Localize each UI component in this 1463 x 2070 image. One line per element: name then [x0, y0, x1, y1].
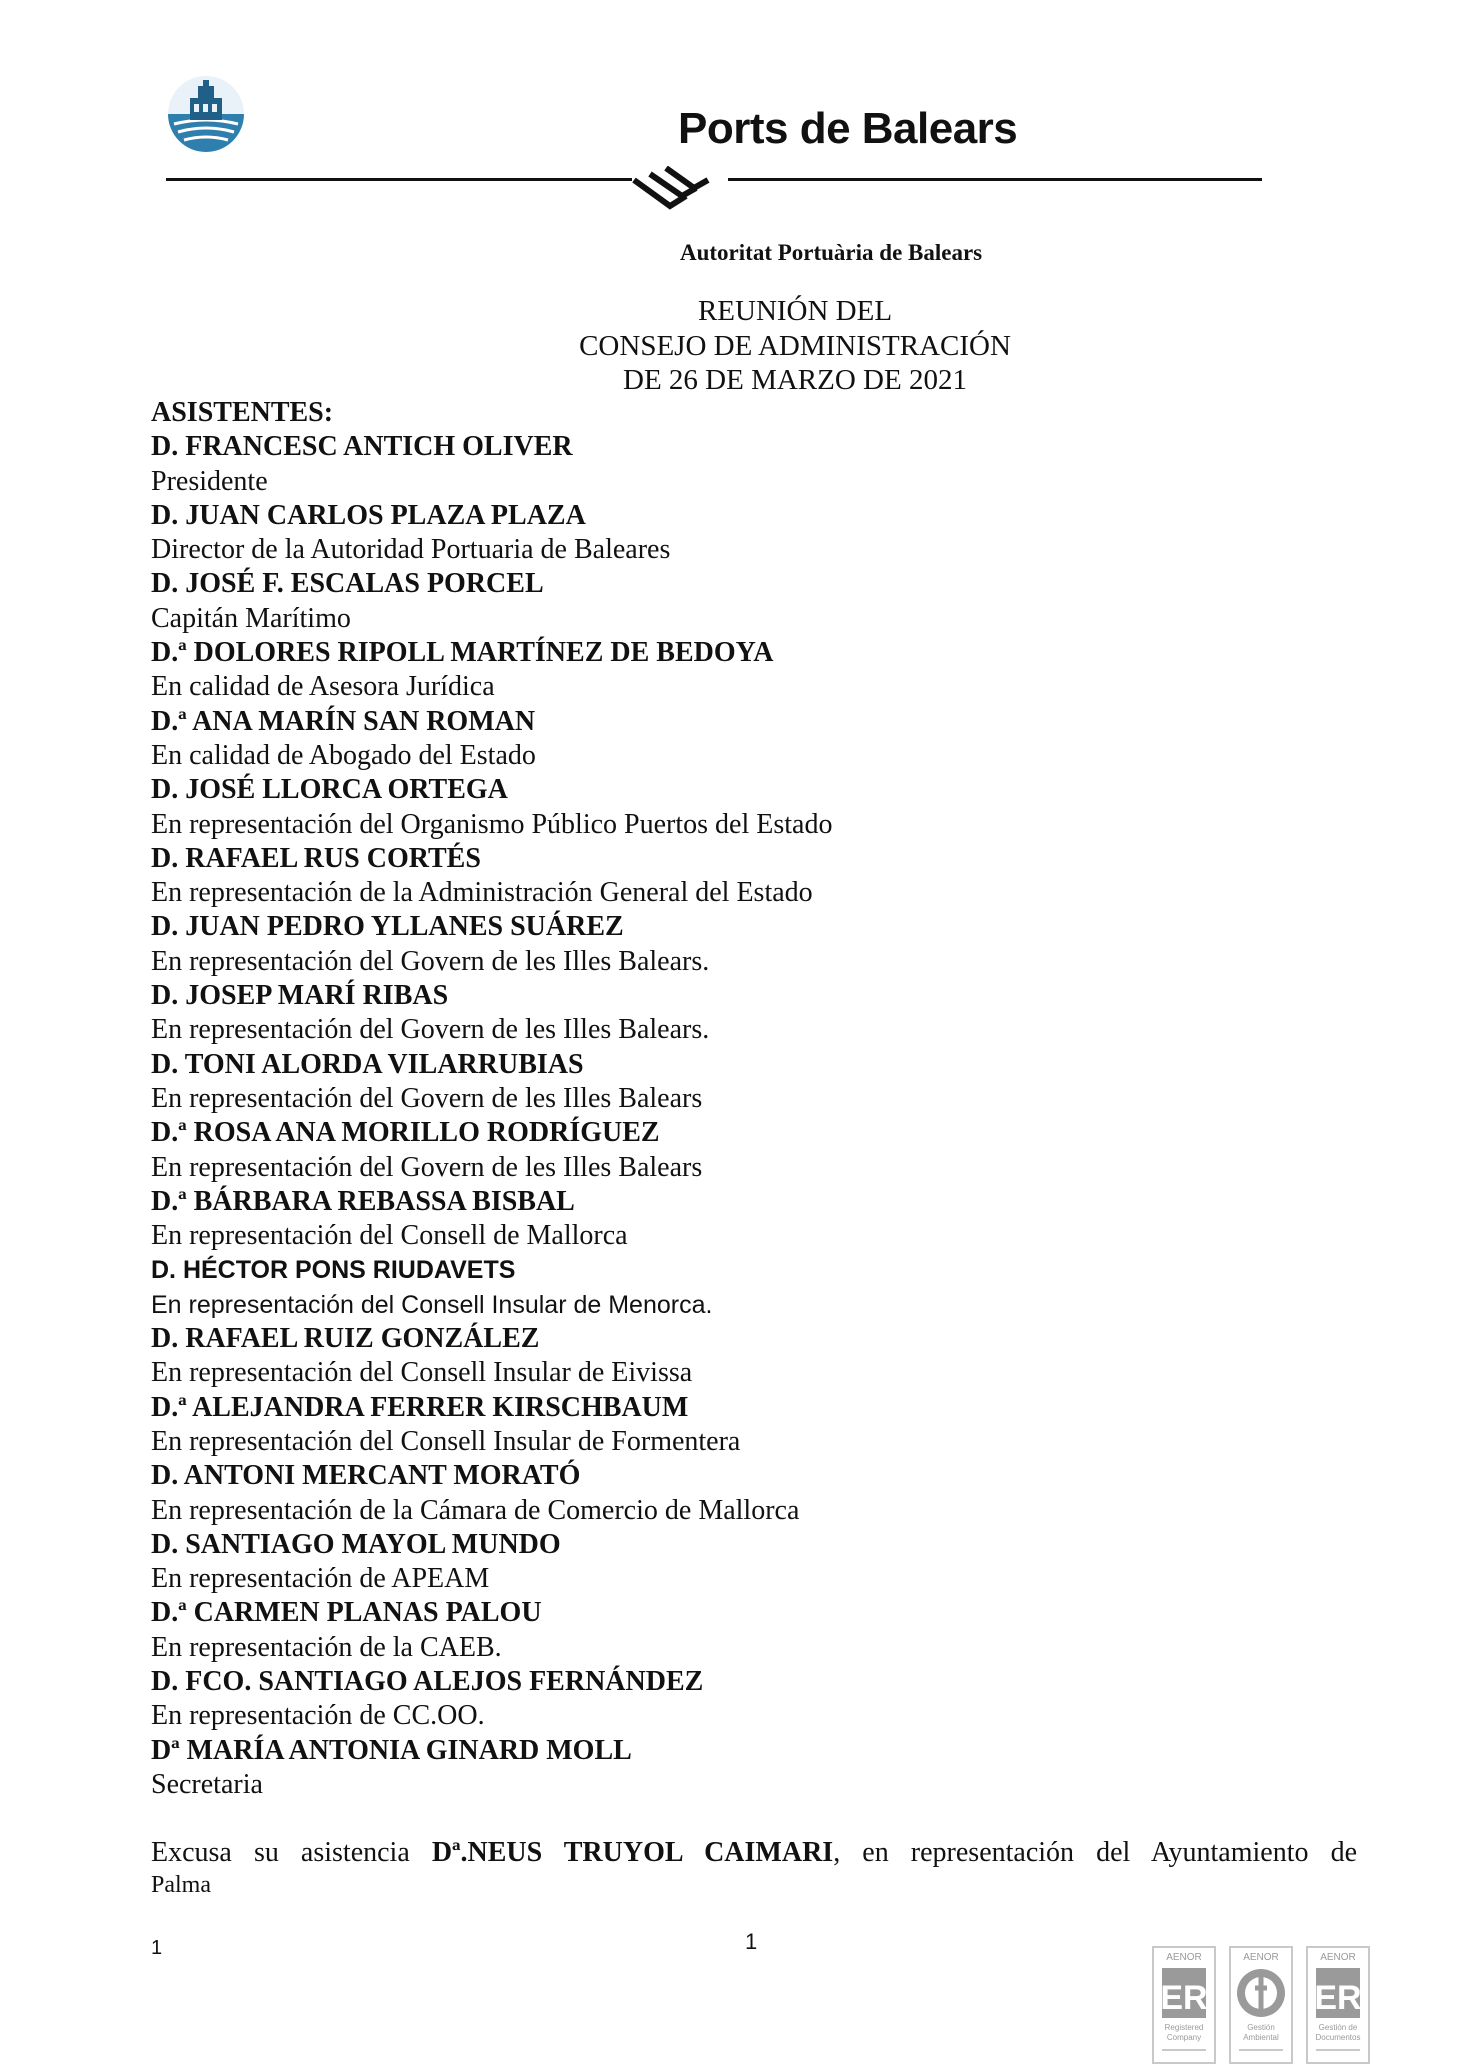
page-number: 1: [745, 1929, 758, 1954]
attendee-role: En representación del Govern de les Illes Balears.: [151, 945, 710, 977]
attendee-name: D. RAFAEL RUIZ GONZÁLEZ: [151, 1323, 540, 1355]
attendee-name: D. JUAN CARLOS PLAZA PLAZA: [151, 499, 586, 531]
er-icon: ER: [1314, 1979, 1362, 2017]
meeting-title: [450, 294, 1140, 398]
attendee-name: D. ANTONI MERCANT MORATÓ: [151, 1460, 581, 1492]
attendee-name: D.ª DOLORES RIPOLL MARTÍNEZ DE BEDOYA: [151, 637, 774, 669]
cert-caption: Ambiental: [1243, 2033, 1279, 2042]
excuse-name: Dª.NEUS TRUYOL CAIMARI: [431, 1837, 834, 1868]
attendee-name: D. JOSÉ F. ESCALAS PORCEL: [151, 568, 544, 600]
header-rule-right: [728, 178, 1262, 181]
attendee-role: En representación de APEAM: [151, 1563, 490, 1595]
attendee-name: D. FRANCESC ANTICH OLIVER: [151, 431, 573, 463]
attendees-label: ASISTENTES:: [151, 397, 334, 428]
attendee-name: D. HÉCTOR PONS RIUDAVETS: [151, 1256, 516, 1285]
attendee-role: En representación de la Cámara de Comercio de Mallorca: [151, 1494, 800, 1526]
attendee-role: En representación de la Administración General del Estado: [151, 877, 813, 909]
attendee-name: D. TONI ALORDA VILARRUBIAS: [151, 1048, 584, 1080]
attendee-name: D.ª ROSA ANA MORILLO RODRÍGUEZ: [151, 1117, 660, 1149]
attendee-role: Capitán Marítimo: [151, 602, 351, 634]
attendees-list: [151, 396, 1361, 1802]
authority-name: Autoritat Portuària de Balears: [680, 240, 983, 265]
attendee-role: En representación del Organismo Público Puertos del Estado: [151, 808, 833, 840]
cert-caption: Registered: [1164, 2023, 1204, 2032]
attendee-role: En representación del Consell de Mallorca: [151, 1220, 628, 1252]
ports-logo: [166, 74, 246, 154]
cert-brand: AENOR: [1166, 1952, 1202, 1963]
header-rule-left: [166, 178, 632, 181]
attendee-name: D.ª CARMEN PLANAS PALOU: [151, 1597, 542, 1629]
brand-title: Ports de Balears: [678, 104, 1018, 153]
attendee-role: En representación del Govern de les Illes Balears: [151, 1082, 703, 1114]
meeting-title-line: REUNIÓN DEL: [697, 295, 893, 327]
cert-caption: Gestión de: [1318, 2023, 1358, 2032]
attendee-name: D. JUAN PEDRO YLLANES SUÁREZ: [151, 911, 624, 943]
aenor-document-management-badge: [1306, 1946, 1370, 2064]
page-number: 1: [151, 1937, 163, 1959]
attendee-role: En representación del Consell Insular de Menorca.: [151, 1290, 713, 1319]
attendee-role: En representación del Consell Insular de Eivissa: [151, 1357, 693, 1389]
er-icon: ER: [1160, 1979, 1208, 2017]
waves-emblem-icon: [630, 166, 736, 216]
attendee-role: En calidad de Abogado del Estado: [151, 739, 536, 771]
excuse-suffix: , en representación del Ayuntamiento de: [833, 1837, 1357, 1868]
attendee-role: Secretaria: [151, 1768, 263, 1800]
attendee-name: D. JOSÉ LLORCA ORTEGA: [151, 774, 508, 806]
excuse-paragraph: [151, 1836, 1357, 1870]
meeting-title-line: DE 26 DE MARZO DE 2021: [623, 364, 967, 396]
attendee-name: D. SANTIAGO MAYOL MUNDO: [151, 1528, 561, 1560]
excuse-line-2: Palma: [151, 1872, 211, 1898]
attendee-role: En representación de CC.OO.: [151, 1700, 485, 1732]
excuse-prefix: Excusa su asistencia: [151, 1837, 432, 1868]
cert-brand: AENOR: [1320, 1952, 1356, 1963]
cert-brand: AENOR: [1243, 1952, 1279, 1963]
attendee-role: Director de la Autoridad Portuaria de Baleares: [151, 534, 671, 566]
attendee-role: En calidad de Asesora Jurídica: [151, 671, 495, 703]
cert-caption: Documentos: [1315, 2033, 1361, 2042]
attendee-name: D. RAFAEL RUS CORTÉS: [151, 842, 481, 874]
attendee-name: D.ª BÁRBARA REBASSA BISBAL: [151, 1185, 575, 1217]
attendee-role: Presidente: [151, 465, 268, 497]
attendee-name: Dª MARÍA ANTONIA GINARD MOLL: [151, 1734, 632, 1766]
aenor-registered-company-badge: [1152, 1946, 1216, 2064]
attendee-name: D. JOSEP MARÍ RIBAS: [151, 980, 449, 1012]
attendee-name: D.ª ALEJANDRA FERRER KIRSCHBAUM: [151, 1391, 689, 1423]
attendee-role: En representación del Consell Insular de Formentera: [151, 1425, 741, 1457]
attendee-role: En representación de la CAEB.: [151, 1631, 502, 1663]
cert-caption: Gestión: [1247, 2023, 1275, 2032]
attendee-role: En representación del Govern de les Illes Balears: [151, 1151, 703, 1183]
meeting-title-line: CONSEJO DE ADMINISTRACIÓN: [579, 329, 1011, 362]
attendee-role: En representación del Govern de les Illes Balears.: [151, 1014, 710, 1046]
aenor-environmental-badge: [1229, 1946, 1293, 2064]
attendee-name: D.ª ANA MARÍN SAN ROMAN: [151, 705, 536, 737]
attendee-name: D. FCO. SANTIAGO ALEJOS FERNÁNDEZ: [151, 1665, 704, 1697]
cert-caption: Company: [1166, 2033, 1202, 2042]
